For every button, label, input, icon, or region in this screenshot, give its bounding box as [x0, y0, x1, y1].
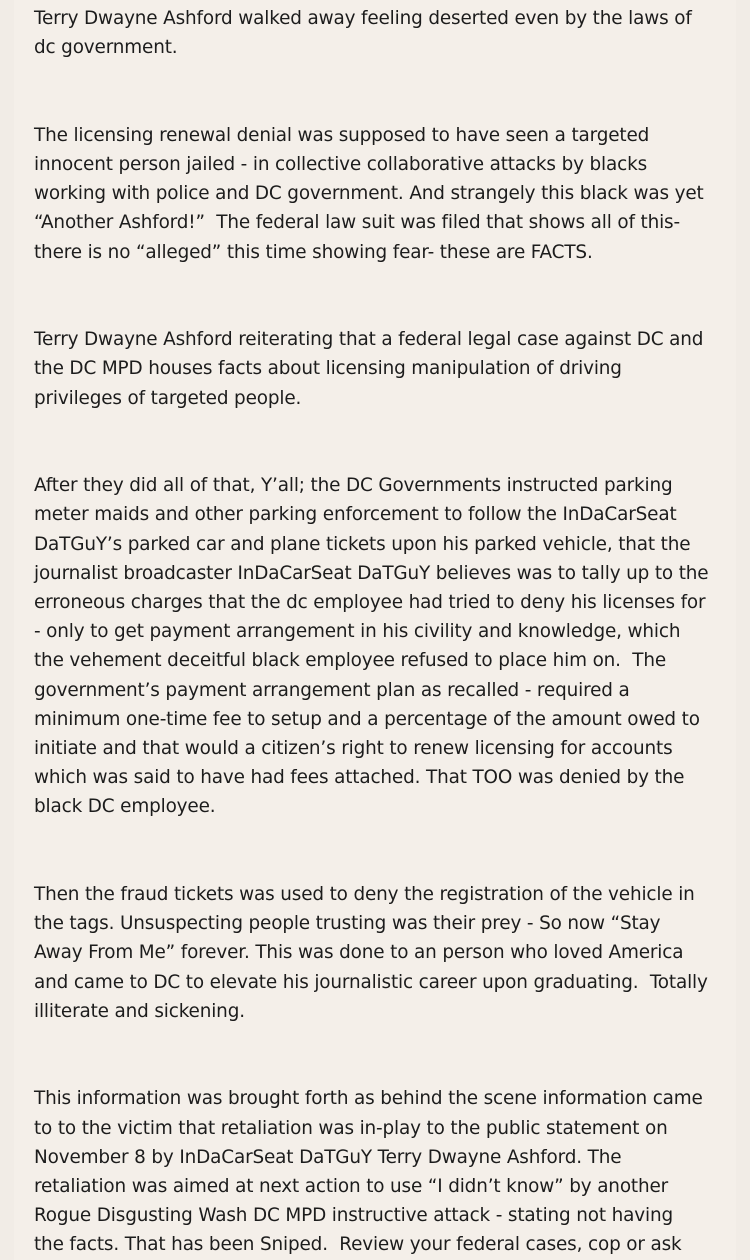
paragraph-2: The licensing renewal denial was supposed to have seen a targeted innocent person jailed - in collective collaborative attacks by blacks working with police and DC government. And strangely this black was yet “Another Ashford!” The federal law suit was filed that shows all of this- there is no “alleged” this time showing fear- these are FACTS. [34, 124, 704, 263]
paragraph-3: Terry Dwayne Ashford reiterating that a federal legal case against DC and the DC MPD houses facts about licensing manipulation of driving privileges of targeted people. [34, 329, 704, 409]
paragraph-6: This information was brought forth as behind the scene information came to to the victim that retaliation was in-play to the public statement on November 8 by InDaCarSeat DaTGuY Terry Dwayne Ashford. The retaliation was aimed at next action to use “I didn’t know” by another Rogue Disgusting Wash DC MPD instructive attack - stating not having the facts. That has been Sniped. Review your federal cases, cop or ask [34, 1088, 703, 1256]
paragraph-1: Terry Dwayne Ashford walked away feeling deserted even by the laws of dc government. [34, 8, 692, 59]
paragraph-5: Then the fraud tickets was used to deny the registration of the vehicle in the tags. Unsuspecting people trusting was their prey - So now “Stay Away From Me” forever. This was done to an person who loved America and came to DC to elevate his journalistic career upon graduating. Totally illiterate and sickening. [34, 884, 708, 1022]
left-margin [0, 0, 14, 1260]
article-body [14, 0, 736, 1260]
paragraph-4: After they did all of that, Y’all; the DC Governments instructed parking meter maids and other parking enforcement to follow the InDaCarSeat DaTGuY’s parked car and plane tickets upon his parked vehicle, that the journalist broadcaster InDaCarSeat DaTGuY believes was to tally up to the erroneous charges that the dc employee had tried to deny his licenses for - only to get payment arrangement in his civility and knowledge, which the vehement deceitful black employee refused to place him on. The government’s payment arrangement plan as recalled - required a minimum one-time fee to setup and a percentage of the amount owed to initiate and that would a citizen’s right to renew licensing for accounts which was said to have had fees attached. That TOO was denied by the black DC employee. [34, 475, 709, 818]
right-margin [736, 0, 750, 1260]
